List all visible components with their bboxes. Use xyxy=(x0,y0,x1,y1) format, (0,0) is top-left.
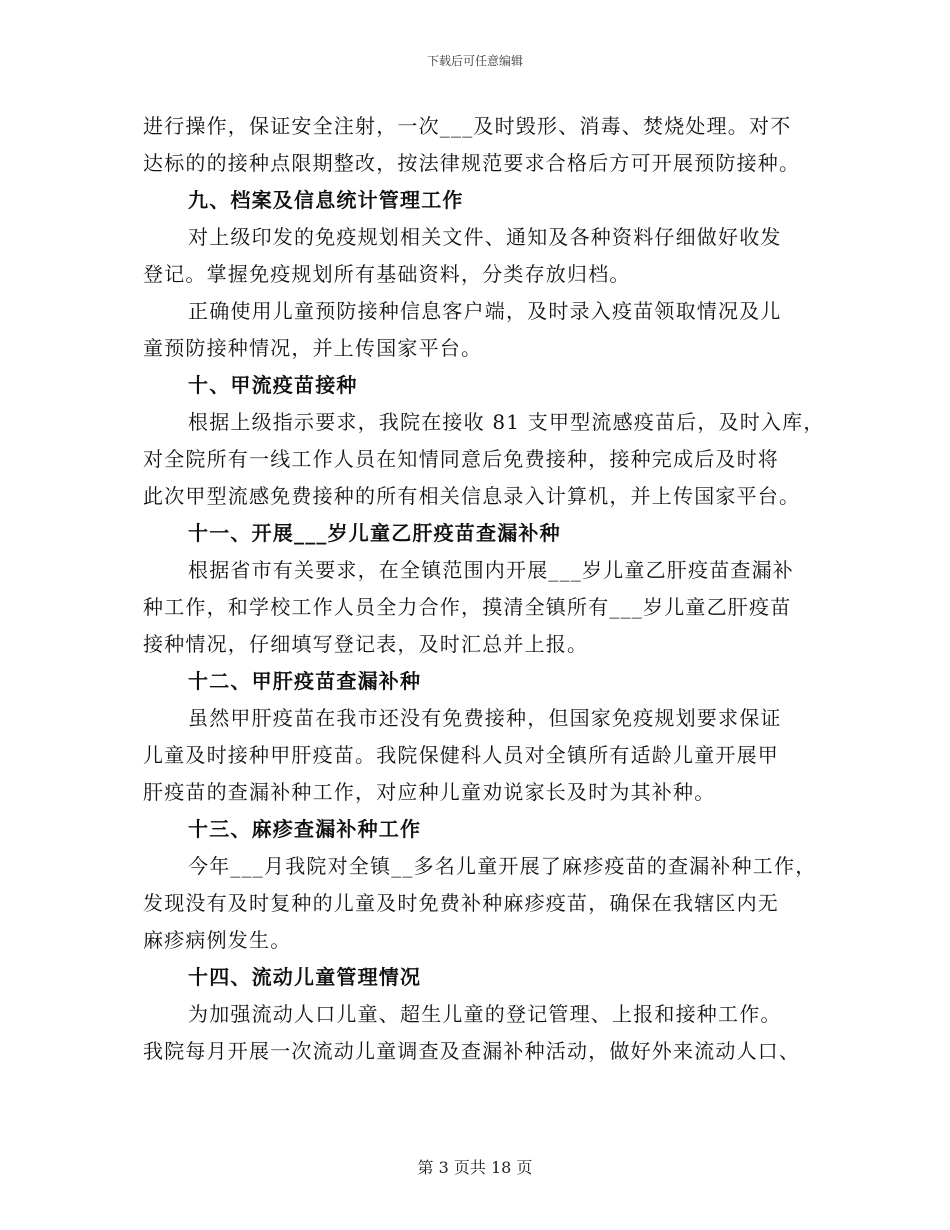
section-heading: 十四、流动儿童管理情况 xyxy=(188,965,422,989)
paragraph-line: 今年___月我院对全镇__多名儿童开展了麻疹疫苗的查漏补种工作， xyxy=(188,854,817,878)
paragraph-line: 此次甲型流感免费接种的所有相关信息录入计算机，并上传国家平台。 xyxy=(143,484,801,508)
paragraph-line: 我院每月开展一次流动儿童调查及查漏补种活动，做好外来流动人口、 xyxy=(143,1039,801,1063)
page-header: 下载后可任意编辑 xyxy=(426,54,523,68)
section-heading: 十一、开展___岁儿童乙肝疫苗查漏补种 xyxy=(188,521,561,545)
paragraph-line: 麻疹病例发生。 xyxy=(143,928,292,952)
paragraph-line: 进行操作，保证安全注射，一次___及时毁形、消毒、焚烧处理。对不 xyxy=(143,114,792,138)
paragraph-line: 种工作，和学校工作人员全力合作，摸清全镇所有___岁儿童乙肝疫苗 xyxy=(143,595,792,619)
paragraph-line: 登记。掌握免疫规划所有基础资料，分类存放归档。 xyxy=(143,262,631,286)
paragraph-line: 接种情况，仔细填写登记表，及时汇总并上报。 xyxy=(143,632,589,656)
paragraph-line: 正确使用儿童预防接种信息客户端，及时录入疫苗领取情况及儿 xyxy=(188,299,782,323)
section-heading: 十二、甲肝疫苗查漏补种 xyxy=(188,669,422,693)
paragraph-line: 肝疫苗的查漏补种工作，对应种儿童劝说家长及时为其补种。 xyxy=(143,780,716,804)
section-heading: 十三、麻疹查漏补种工作 xyxy=(188,817,422,841)
paragraph-line: 达标的的接种点限期整改，按法律规范要求合格后方可开展预防接种。 xyxy=(143,151,801,175)
paragraph-line: 根据上级指示要求，我院在接收 81 支甲型流感疫苗后，及时入库， xyxy=(188,410,825,434)
paragraph-line: 儿童及时接种甲肝疫苗。我院保健科人员对全镇所有适龄儿童开展甲 xyxy=(143,743,779,767)
paragraph-line: 虽然甲肝疫苗在我市还没有免费接种，但国家免疫规划要求保证 xyxy=(188,706,782,730)
paragraph-line: 根据省市有关要求，在全镇范围内开展___岁儿童乙肝疫苗查漏补 xyxy=(188,558,794,582)
paragraph-line: 对上级印发的免疫规划相关文件、通知及各种资料仔细做好收发 xyxy=(188,225,782,249)
paragraph-line: 童预防接种情况，并上传国家平台。 xyxy=(143,336,483,360)
section-heading: 十、甲流疫苗接种 xyxy=(188,373,358,397)
document-body xyxy=(143,108,825,1070)
section-heading: 九、档案及信息统计管理工作 xyxy=(188,188,464,212)
page-footer: 第 3 页共 18 页 xyxy=(417,1158,533,1177)
paragraph-line: 为加强流动人口儿童、超生儿童的登记管理、上报和接种工作。 xyxy=(188,1002,782,1026)
paragraph-line: 对全院所有一线工作人员在知情同意后免费接种，接种完成后及时将 xyxy=(143,447,779,471)
paragraph-line: 发现没有及时复种的儿童及时免费补种麻疹疫苗，确保在我辖区内无 xyxy=(143,891,779,915)
